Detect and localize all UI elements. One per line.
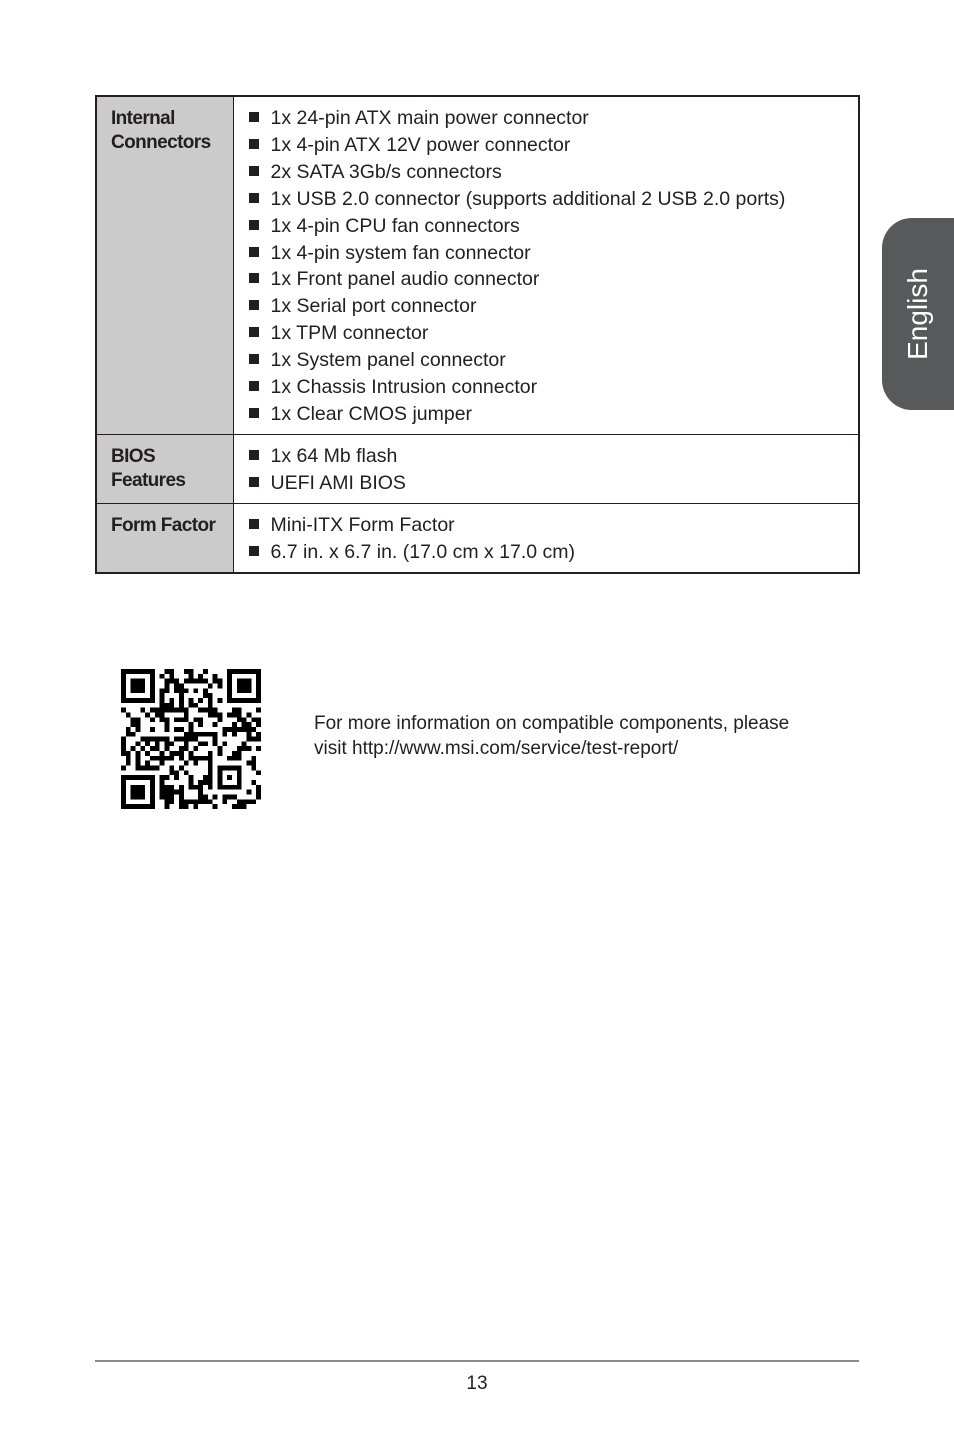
spec-item (249, 320, 859, 347)
spec-item-text: 1x 4-pin CPU fan connectors (270, 214, 520, 237)
square-bullet-icon (249, 546, 259, 556)
spec-item (249, 470, 859, 497)
spec-item (249, 186, 859, 213)
spec-item (249, 374, 859, 401)
spec-item (249, 293, 859, 320)
square-bullet-icon (249, 408, 259, 418)
spec-label-line: Internal (111, 108, 175, 129)
spec-item (249, 132, 859, 159)
spec-item-text: 1x TPM connector (270, 322, 429, 345)
spec-item-text: 1x System panel connector (270, 349, 506, 372)
spec-list (249, 105, 859, 428)
spec-item-text: 1x 4-pin ATX 12V power connector (270, 133, 571, 156)
spec-item-text: 1x 4-pin system fan connector (270, 241, 531, 264)
spec-item-text: 1x Front panel audio connector (270, 268, 540, 291)
info-line-2: visit http://www.msi.com/service/test-report/ (314, 738, 679, 759)
spec-label-line: Connectors (111, 132, 211, 153)
spec-label (96, 96, 233, 434)
spec-item (249, 401, 859, 428)
spec-item-text: 1x USB 2.0 connector (supports additional 2 USB 2.0 ports) (270, 187, 786, 210)
spec-item (249, 240, 859, 267)
square-bullet-icon (249, 300, 259, 310)
square-bullet-icon (249, 273, 259, 283)
square-bullet-icon (249, 519, 259, 529)
spec-item (249, 443, 859, 470)
spec-label (96, 434, 233, 503)
language-tab-label: English (902, 268, 933, 360)
spec-item-text: 1x Chassis Intrusion connector (270, 376, 538, 399)
spec-item-text: 6.7 in. x 6.7 in. (17.0 cm x 17.0 cm) (270, 540, 576, 563)
spec-item (249, 512, 859, 539)
spec-label-line: BIOS (111, 445, 156, 467)
square-bullet-icon (249, 450, 259, 460)
square-bullet-icon (249, 112, 259, 122)
spec-item (249, 105, 859, 132)
spec-values (233, 503, 859, 572)
square-bullet-icon (249, 247, 259, 257)
spec-item (249, 159, 859, 186)
spec-label-line: Form Factor (111, 514, 216, 536)
spec-label (96, 503, 233, 572)
spec-item-text: 1x Serial port connector (270, 295, 477, 318)
spec-item-text: 2x SATA 3Gb/s connectors (270, 160, 502, 183)
spec-row (96, 503, 859, 572)
spec-item-text: UEFI AMI BIOS (270, 471, 406, 494)
square-bullet-icon (249, 354, 259, 364)
square-bullet-icon (249, 477, 259, 487)
spec-values (233, 434, 859, 503)
spec-item (249, 213, 859, 240)
square-bullet-icon (249, 327, 259, 337)
square-bullet-icon (249, 381, 259, 391)
spec-list (249, 512, 859, 566)
square-bullet-icon (249, 139, 259, 149)
spec-row (96, 96, 859, 434)
spec-item (249, 347, 859, 374)
spec-values (233, 96, 859, 434)
spec-list (249, 443, 859, 497)
square-bullet-icon (249, 193, 259, 203)
footer-divider (95, 1360, 859, 1362)
spec-item-text: 1x 64 Mb flash (270, 444, 398, 467)
page-number: 13 (466, 1373, 488, 1394)
spec-item (249, 266, 859, 293)
spec-item (249, 539, 859, 566)
spec-table (95, 95, 860, 574)
info-line-1: For more information on compatible components, please (314, 713, 790, 734)
spec-item-text: Mini-ITX Form Factor (270, 513, 455, 536)
spec-item-text: 1x 24-pin ATX main power connector (270, 107, 589, 129)
spec-label-line: Features (111, 469, 186, 491)
square-bullet-icon (249, 220, 259, 230)
compatibility-info (314, 711, 854, 761)
spec-item-text: 1x Clear CMOS jumper (270, 402, 473, 425)
square-bullet-icon (249, 166, 259, 176)
qr-code-icon (121, 669, 261, 809)
spec-row (96, 434, 859, 503)
